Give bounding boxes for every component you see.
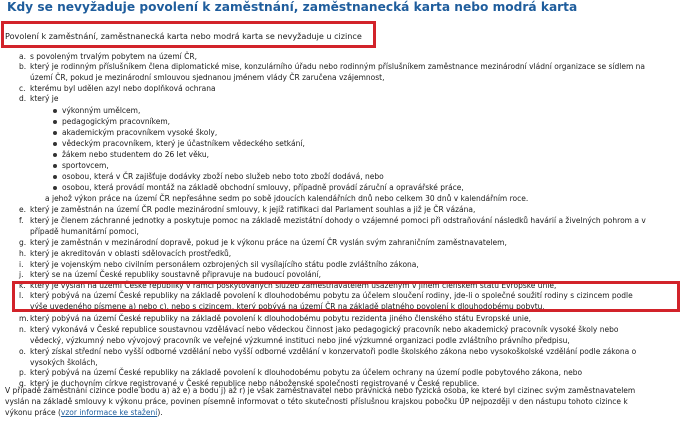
list-item	[19, 62, 645, 72]
intro-text: Povolení k zaměstnání, zaměstnanecká karta nebo modrá karta se nevyžaduje u cizince	[5, 31, 362, 41]
list-item-marker: a.	[19, 52, 26, 61]
outro-line-end: ).	[157, 408, 163, 417]
list-item-marker: g.	[19, 238, 27, 247]
list-item-text: sportovcem,	[62, 161, 109, 170]
list-item-text: osobou, která v ČR zajišťuje dodávky zboží nebo služeb nebo toto zboží dodává, nebo	[62, 172, 384, 181]
list-item-text: který je duchovním církve registrované v České republice nebo náboženské společnosti registrované v České republice.	[30, 379, 480, 388]
list-item-text: který je	[30, 94, 59, 103]
list-item	[19, 270, 321, 280]
list-item	[19, 368, 582, 378]
list-item-marker: l.	[19, 291, 24, 300]
list-item-text: vědecký, výzkumný nebo vývojový pracovník ve veřejné výzkumné instituci nebo jiné výzkumné organizaci podle zvláštního právního předpisu,	[30, 336, 570, 345]
list-item-text: žákem nebo studentem do 26 let věku,	[62, 150, 209, 159]
list-item-text: vysokých školách,	[30, 358, 98, 367]
list-item	[62, 183, 464, 193]
list-item-text: vědeckým pracovníkem, který je účastníkem vědeckého setkání,	[62, 139, 305, 148]
list-item	[19, 249, 231, 259]
list-item-marker: c.	[19, 84, 26, 93]
list-item-marker: h.	[19, 249, 27, 258]
template-download-link[interactable]: vzor informace ke stažení	[60, 408, 158, 417]
list-item	[19, 314, 531, 324]
list-item-marker: p.	[19, 368, 27, 377]
list-item-text: výše uvedeného písmene a) nebo c), nebo s cizincem, který pobývá na území ČR na základě platného povolení k dlouhodobému pobytu,	[30, 302, 545, 311]
bullet-icon	[53, 186, 57, 190]
bullet-icon	[53, 120, 57, 124]
outro-line	[5, 408, 163, 418]
list-item	[62, 161, 109, 171]
list-item	[19, 205, 475, 215]
list-item-text: který pobývá na území České republiky na základě povolení k dlouhodobému pobytu za účelem ochrany na území podle pobytového zákona, nebo	[30, 368, 583, 377]
list-item-text: s povoleným trvalým pobytem na území ČR,	[30, 52, 197, 61]
list-item	[19, 281, 556, 291]
list-item	[30, 358, 98, 368]
list-item	[19, 325, 618, 335]
list-item-marker: k.	[19, 281, 26, 290]
bullet-icon	[53, 175, 57, 179]
list-item	[19, 52, 197, 62]
outro-line: V případě zaměstnání cizince podle bodu a) až e) a bodu j) až r) je však zaměstnavatel nebo právnická nebo fyzická osoba, ke které byl cizinec svým zaměstnavatelem	[5, 386, 636, 395]
list-item-text: který je zaměstnán v mezinárodní dopravě, pokud je k výkonu práce na území ČR vyslán svým zahraničním zaměstnavatelem,	[30, 238, 507, 247]
list-item-text: pedagogickým pracovníkem,	[62, 117, 171, 126]
bullet-icon	[53, 164, 57, 168]
list-item	[19, 260, 419, 270]
list-item-marker: n.	[19, 325, 27, 334]
list-item-text: který je zaměstnán na území ČR podle mezinárodní smlouvy, k jejíž ratifikaci dal Parlament souhlas a již je ČR vázána,	[30, 205, 476, 214]
list-item-marker: d.	[19, 94, 27, 103]
list-item-text: území ČR, pokud je mezinárodní smlouvou sjednanou jménem vlády ČR zaručena vzájemnost,	[30, 73, 385, 82]
list-item-text: který je akreditován v oblasti sdělovacích prostředků,	[30, 249, 232, 258]
list-item-text: akademickým pracovníkem vysoké školy,	[62, 128, 218, 137]
list-item-marker: j.	[19, 270, 24, 279]
list-item-text: který získal střední nebo vyšší odborné vzdělání nebo vyšší odborné vzdělání v konzervatoři podle školského zákona nebo vysokoškolské vzdělání podle zákona o	[30, 347, 637, 356]
list-item	[62, 106, 140, 116]
list-item-text: výkonným umělcem,	[62, 106, 141, 115]
list-item-marker: o.	[19, 347, 26, 356]
list-item	[30, 227, 139, 237]
list-item-marker: q.	[19, 379, 27, 388]
bullet-icon	[53, 131, 57, 135]
list-item	[62, 150, 209, 160]
page-title: Kdy se nevyžaduje povolení k zaměstnání, zaměstnanecká karta nebo modrá karta	[7, 0, 578, 14]
list-item-marker: m.	[19, 314, 29, 323]
list-item	[30, 336, 570, 346]
outro-line: vyslán na základě smlouvy k výkonu práce, povinen písemně informovat o této skutečnosti příslušnou krajskou pobočku ÚP nejpozději v den nástupu tohoto cizince k	[5, 397, 628, 406]
list-item	[62, 128, 217, 138]
bullet-icon	[53, 153, 57, 157]
bullet-icon	[53, 142, 57, 146]
list-item	[62, 139, 305, 149]
list-item-text: případě humanitární pomoci,	[30, 227, 139, 236]
list-item	[45, 194, 528, 204]
list-item-text: osobou, která provádí montáž na základě obchodní smlouvy, případně provádí záruční a opravářské práce,	[62, 183, 464, 192]
list-item	[19, 347, 636, 357]
bullet-icon	[53, 109, 57, 113]
list-item	[30, 73, 385, 83]
list-item-marker: f.	[19, 216, 24, 225]
list-item-text: který vykonává v České republice soustavnou vzdělávací nebo vědeckou činnost jako pedagogický pracovník nebo akademický pracovník vysoké školy nebo	[30, 325, 619, 334]
list-item	[19, 238, 507, 248]
list-item	[62, 172, 384, 182]
list-item-marker: b.	[19, 62, 27, 71]
list-item-text: který je rodinným příslušníkem člena diplomatické mise, konzulárního úřadu nebo rodinným příslušníkem zaměstnance mezinárodní vládní organizace se sídlem na	[30, 62, 646, 71]
list-item	[62, 117, 170, 127]
list-item-text: a jehož výkon práce na území ČR nepřesáhne sedm po sobě jdoucích kalendářních dnů nebo celkem 30 dnů v kalendářním roce.	[45, 194, 529, 203]
list-item-text: který je členem záchranné jednotky a poskytuje pomoc na základě mezistátní dohody o vzájemné pomoci při odstraňování následků havárií a živelných pohrom a v	[30, 216, 646, 225]
outro-line-text: výkonu práce (	[5, 408, 61, 417]
list-item	[30, 302, 545, 312]
list-item-marker: e.	[19, 205, 26, 214]
list-item	[19, 291, 633, 301]
list-item-text: který je vojenským nebo civilním personálem ozbrojených sil vysílajícího státu podle zvláštního zákona,	[30, 260, 419, 269]
list-item	[19, 84, 216, 94]
list-item-marker: i.	[19, 260, 24, 269]
list-item-text: který pobývá na území České republiky na základě povolení k dlouhodobému pobytu za účelem sloučení rodiny, jde-li o společné soužití rodiny s cizincem podle	[30, 291, 633, 300]
list-item-text: který pobývá na území České republiky na základě povolení k dlouhodobému pobytu rezidenta jiného členského státu Evropské unie,	[30, 314, 531, 323]
list-item-text: kterému byl udělen azyl nebo doplňková ochrana	[30, 84, 216, 93]
list-item	[19, 216, 646, 226]
list-item	[19, 94, 59, 104]
list-item-text: který se na území České republiky soustavně připravuje na budoucí povolání,	[30, 270, 321, 279]
list-item-text: který je vyslán na území České republiky v rámci poskytovaných služeb zaměstnavatelem usazeným v jiném členském státu Evropské unie,	[30, 281, 557, 290]
